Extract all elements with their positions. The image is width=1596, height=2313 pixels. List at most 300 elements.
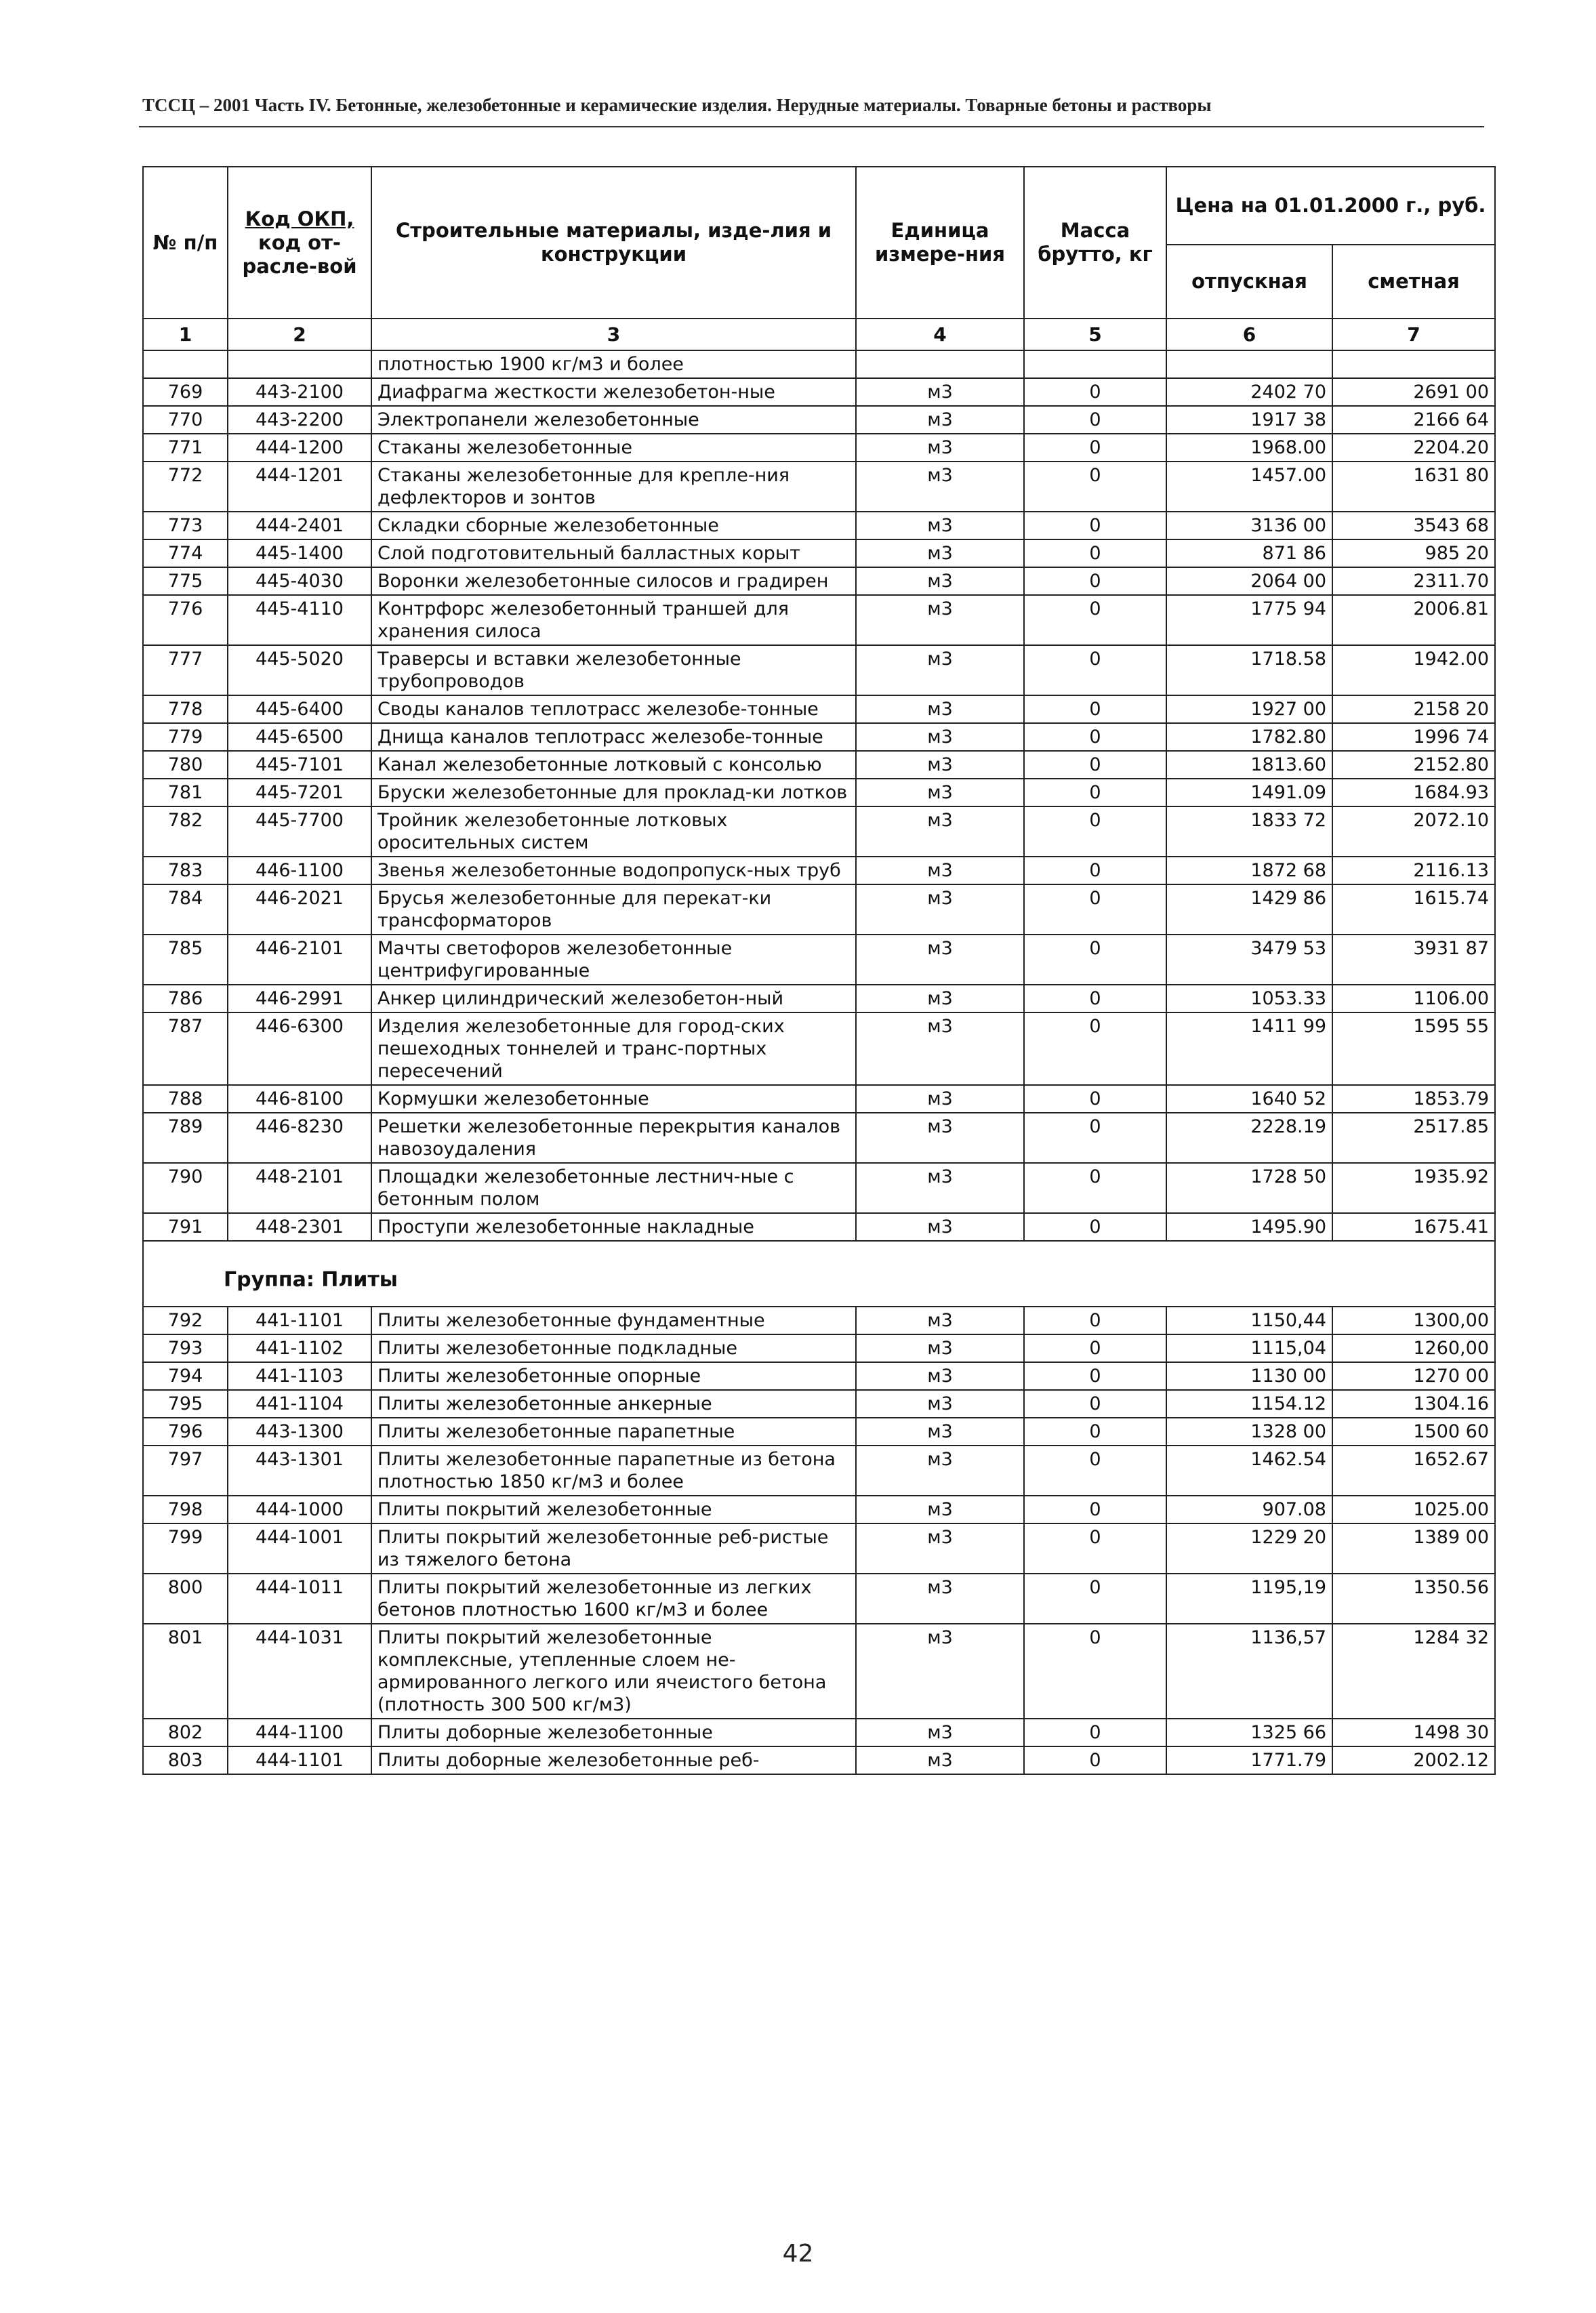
table-row — [143, 406, 1495, 434]
row-name: Бруски железобетонные для проклад-ки лотков — [371, 779, 856, 806]
row-number: 792 — [143, 1307, 228, 1334]
table-row — [143, 1334, 1495, 1362]
row-number: 769 — [143, 378, 228, 406]
row-price-release: 1429 86 — [1166, 884, 1332, 935]
row-code: 444-1100 — [228, 1719, 371, 1746]
row-price-release: 1053.33 — [1166, 985, 1332, 1012]
row-unit: м3 — [856, 751, 1024, 779]
row-name: Брусья железобетонные для перекат-ки трансформаторов — [371, 884, 856, 935]
table-row — [143, 595, 1495, 645]
row-mass: 0 — [1024, 751, 1166, 779]
row-price-release: 1491.09 — [1166, 779, 1332, 806]
row-price-release: 1462.54 — [1166, 1446, 1332, 1496]
price-table — [142, 166, 1496, 1775]
row-mass: 0 — [1024, 1624, 1166, 1719]
row-price-release: 1328 00 — [1166, 1418, 1332, 1446]
row-unit: м3 — [856, 1496, 1024, 1523]
row-code: 448-2101 — [228, 1163, 371, 1213]
continuation-text: плотностью 1900 кг/м3 и более — [371, 350, 856, 378]
row-price-estimate: 1025.00 — [1332, 1496, 1495, 1523]
row-number: 779 — [143, 723, 228, 751]
row-name: Плиты покрытий железобетонные из легких бетонов плотностью 1600 кг/м3 и более — [371, 1574, 856, 1624]
row-name: Анкер цилиндрический железобетон-ный — [371, 985, 856, 1012]
row-price-release: 1968.00 — [1166, 434, 1332, 462]
row-mass: 0 — [1024, 723, 1166, 751]
row-name: Контрфорс железобетонный траншей для хранения силоса — [371, 595, 856, 645]
table-row — [143, 1496, 1495, 1523]
row-price-estimate: 1652.67 — [1332, 1446, 1495, 1496]
row-mass: 0 — [1024, 779, 1166, 806]
row-price-release: 1782.80 — [1166, 723, 1332, 751]
row-code: 445-6500 — [228, 723, 371, 751]
row-name: Плиты покрытий железобетонные — [371, 1496, 856, 1523]
row-price-release: 1813.60 — [1166, 751, 1332, 779]
page-number: 42 — [782, 2240, 814, 2268]
row-name: Плиты покрытий железобетонные реб-ристые из тяжелого бетона — [371, 1523, 856, 1574]
row-number: 788 — [143, 1085, 228, 1113]
header-price-release: отпускная — [1166, 245, 1332, 319]
header-code — [228, 167, 371, 319]
row-number: 773 — [143, 512, 228, 539]
row-price-release: 1917 38 — [1166, 406, 1332, 434]
table-row — [143, 1574, 1495, 1624]
row-price-estimate: 1284 32 — [1332, 1624, 1495, 1719]
row-price-estimate: 2166 64 — [1332, 406, 1495, 434]
row-unit: м3 — [856, 1012, 1024, 1085]
row-mass: 0 — [1024, 1012, 1166, 1085]
row-price-estimate: 1615.74 — [1332, 884, 1495, 935]
column-numbers-row — [143, 319, 1495, 350]
row-code: 444-2401 — [228, 512, 371, 539]
table-row — [143, 806, 1495, 857]
row-name: Складки сборные железобетонные — [371, 512, 856, 539]
row-number: 784 — [143, 884, 228, 935]
row-number: 790 — [143, 1163, 228, 1213]
row-price-estimate: 1996 74 — [1332, 723, 1495, 751]
header-price-estimate: сметная — [1332, 245, 1495, 319]
table-row — [143, 1307, 1495, 1334]
row-number: 770 — [143, 406, 228, 434]
row-code: 441-1104 — [228, 1390, 371, 1418]
column-number: 3 — [371, 319, 856, 350]
row-unit: м3 — [856, 1574, 1024, 1624]
row-unit: м3 — [856, 595, 1024, 645]
row-price-release: 1771.79 — [1166, 1746, 1332, 1774]
row-price-estimate: 1500 60 — [1332, 1418, 1495, 1446]
header-rule — [139, 126, 1484, 127]
table-row — [143, 1418, 1495, 1446]
group-body — [143, 1241, 1495, 1774]
row-price-estimate: 1595 55 — [1332, 1012, 1495, 1085]
row-code: 444-1001 — [228, 1523, 371, 1574]
table-row — [143, 434, 1495, 462]
row-unit: м3 — [856, 1390, 1024, 1418]
row-number: 799 — [143, 1523, 228, 1574]
row-name: Плиты железобетонные парапетные — [371, 1418, 856, 1446]
row-unit: м3 — [856, 779, 1024, 806]
row-mass: 0 — [1024, 378, 1166, 406]
row-price-release: 1927 00 — [1166, 695, 1332, 723]
row-price-release: 1325 66 — [1166, 1719, 1332, 1746]
row-name: Решетки железобетонные перекрытия каналов навозоудаления — [371, 1113, 856, 1163]
row-price-release: 1229 20 — [1166, 1523, 1332, 1574]
row-name: Плиты железобетонные подкладные — [371, 1334, 856, 1362]
row-unit: м3 — [856, 1113, 1024, 1163]
table-row — [143, 1719, 1495, 1746]
row-unit: м3 — [856, 1213, 1024, 1241]
row-name: Плиты покрытий железобетонные комплексные, утепленные слоем не-армированного легкого или ячеистого бетона (плотность 300 500 кг/м3) — [371, 1624, 856, 1719]
row-price-estimate: 1260,00 — [1332, 1334, 1495, 1362]
row-name: Плиты доборные железобетонные — [371, 1719, 856, 1746]
row-mass: 0 — [1024, 1523, 1166, 1574]
row-number: 800 — [143, 1574, 228, 1624]
row-price-release: 1495.90 — [1166, 1213, 1332, 1241]
row-price-release: 1718.58 — [1166, 645, 1332, 695]
row-name: Площадки железобетонные лестнич-ные с бетонным полом — [371, 1163, 856, 1213]
row-number: 789 — [143, 1113, 228, 1163]
table-row — [143, 985, 1495, 1012]
row-number: 774 — [143, 539, 228, 567]
table-row — [143, 884, 1495, 935]
table-row — [143, 1085, 1495, 1113]
row-unit: м3 — [856, 1719, 1024, 1746]
row-price-release: 1154.12 — [1166, 1390, 1332, 1418]
row-unit: м3 — [856, 1418, 1024, 1446]
row-name: Тройник железобетонные лотковых оросительных систем — [371, 806, 856, 857]
row-unit: м3 — [856, 1624, 1024, 1719]
row-code: 446-2021 — [228, 884, 371, 935]
row-mass: 0 — [1024, 462, 1166, 512]
row-number: 777 — [143, 645, 228, 695]
table-row — [143, 1113, 1495, 1163]
row-price-estimate: 2116.13 — [1332, 857, 1495, 884]
table-row — [143, 539, 1495, 567]
row-unit: м3 — [856, 1523, 1024, 1574]
row-price-estimate: 1106.00 — [1332, 985, 1495, 1012]
table-row — [143, 751, 1495, 779]
row-unit: м3 — [856, 935, 1024, 985]
page-header: ТССЦ – 2001 Часть IV. Бетонные, железобетонные и керамические изделия. Нерудные материалы. Товарные бетоны и растворы — [142, 95, 1212, 115]
table-row — [143, 378, 1495, 406]
row-mass: 0 — [1024, 695, 1166, 723]
table-row — [143, 1746, 1495, 1774]
row-price-release: 1457.00 — [1166, 462, 1332, 512]
row-name: Звенья железобетонные водопропуск-ных труб — [371, 857, 856, 884]
row-name: Стаканы железобетонные для крепле-ния дефлекторов и зонтов — [371, 462, 856, 512]
row-price-estimate: 1304.16 — [1332, 1390, 1495, 1418]
row-code: 445-1400 — [228, 539, 371, 567]
row-price-estimate: 1853.79 — [1332, 1085, 1495, 1113]
row-name: Электропанели железобетонные — [371, 406, 856, 434]
row-name: Кормушки железобетонные — [371, 1085, 856, 1113]
row-price-release: 1150,44 — [1166, 1307, 1332, 1334]
row-code: 445-6400 — [228, 695, 371, 723]
row-mass: 0 — [1024, 1362, 1166, 1390]
row-unit: м3 — [856, 406, 1024, 434]
row-mass: 0 — [1024, 1085, 1166, 1113]
row-number: 781 — [143, 779, 228, 806]
table-row — [143, 779, 1495, 806]
row-code: 445-7700 — [228, 806, 371, 857]
row-name: Изделия железобетонные для город-ских пешеходных тоннелей и транс-портных пересечений — [371, 1012, 856, 1085]
row-price-estimate: 2517.85 — [1332, 1113, 1495, 1163]
row-price-estimate: 2072.10 — [1332, 806, 1495, 857]
row-number: 787 — [143, 1012, 228, 1085]
row-unit: м3 — [856, 1362, 1024, 1390]
header-price-group: Цена на 01.01.2000 г., руб. — [1166, 167, 1495, 245]
row-code: 445-4030 — [228, 567, 371, 595]
row-code: 443-2200 — [228, 406, 371, 434]
row-number: 786 — [143, 985, 228, 1012]
row-price-estimate: 1631 80 — [1332, 462, 1495, 512]
row-mass: 0 — [1024, 806, 1166, 857]
row-code: 444-1000 — [228, 1496, 371, 1523]
row-mass: 0 — [1024, 1213, 1166, 1241]
column-number: 2 — [228, 319, 371, 350]
row-mass: 0 — [1024, 595, 1166, 645]
row-price-estimate: 1942.00 — [1332, 645, 1495, 695]
row-number: 796 — [143, 1418, 228, 1446]
row-number: 793 — [143, 1334, 228, 1362]
table-row — [143, 1446, 1495, 1496]
row-code: 445-5020 — [228, 645, 371, 695]
row-code: 444-1101 — [228, 1746, 371, 1774]
header-name: Строительные материалы, изде-лия и конструкции — [371, 167, 856, 319]
row-price-release: 907.08 — [1166, 1496, 1332, 1523]
table-row — [143, 512, 1495, 539]
row-code: 446-1100 — [228, 857, 371, 884]
row-name: Мачты светофоров железобетонные центрифугированные — [371, 935, 856, 985]
row-price-estimate: 3543 68 — [1332, 512, 1495, 539]
row-number: 772 — [143, 462, 228, 512]
row-name: Плиты железобетонные анкерные — [371, 1390, 856, 1418]
row-name: Плиты железобетонные фундаментные — [371, 1307, 856, 1334]
row-price-release: 3479 53 — [1166, 935, 1332, 985]
row-price-estimate: 3931 87 — [1332, 935, 1495, 985]
row-price-release: 1136,57 — [1166, 1624, 1332, 1719]
row-number: 778 — [143, 695, 228, 723]
row-code: 444-1031 — [228, 1624, 371, 1719]
row-price-estimate: 1684.93 — [1332, 779, 1495, 806]
group-row — [143, 1241, 1495, 1307]
row-price-estimate: 1389 00 — [1332, 1523, 1495, 1574]
row-name: Слой подготовительный балластных корыт — [371, 539, 856, 567]
row-number: 794 — [143, 1362, 228, 1390]
row-mass: 0 — [1024, 1446, 1166, 1496]
column-number: 7 — [1332, 319, 1495, 350]
row-number: 782 — [143, 806, 228, 857]
row-code: 446-2101 — [228, 935, 371, 985]
row-code: 445-7101 — [228, 751, 371, 779]
column-number: 6 — [1166, 319, 1332, 350]
row-number: 797 — [143, 1446, 228, 1496]
row-name: Плиты железобетонные парапетные из бетона плотностью 1850 кг/м3 и более — [371, 1446, 856, 1496]
row-unit: м3 — [856, 567, 1024, 595]
row-code: 443-1300 — [228, 1418, 371, 1446]
header-unit: Единица измере-ния — [856, 167, 1024, 319]
row-price-estimate: 1935.92 — [1332, 1163, 1495, 1213]
row-unit: м3 — [856, 434, 1024, 462]
row-unit: м3 — [856, 806, 1024, 857]
row-price-estimate: 1300,00 — [1332, 1307, 1495, 1334]
row-code: 446-6300 — [228, 1012, 371, 1085]
row-mass: 0 — [1024, 1574, 1166, 1624]
row-price-release: 2228.19 — [1166, 1113, 1332, 1163]
row-price-release: 1728 50 — [1166, 1163, 1332, 1213]
row-unit: м3 — [856, 695, 1024, 723]
row-code: 446-8230 — [228, 1113, 371, 1163]
row-mass: 0 — [1024, 645, 1166, 695]
row-mass: 0 — [1024, 1496, 1166, 1523]
row-code: 445-4110 — [228, 595, 371, 645]
row-number: 791 — [143, 1213, 228, 1241]
row-price-estimate: 985 20 — [1332, 539, 1495, 567]
header-mass: Масса брутто, кг — [1024, 167, 1166, 319]
row-mass: 0 — [1024, 434, 1166, 462]
table-body — [143, 350, 1495, 1241]
row-unit: м3 — [856, 1085, 1024, 1113]
row-price-estimate: 2158 20 — [1332, 695, 1495, 723]
row-price-estimate: 2204.20 — [1332, 434, 1495, 462]
row-unit: м3 — [856, 645, 1024, 695]
row-price-estimate: 2002.12 — [1332, 1746, 1495, 1774]
table-row — [143, 935, 1495, 985]
row-price-release: 871 86 — [1166, 539, 1332, 567]
row-mass: 0 — [1024, 406, 1166, 434]
row-code: 441-1102 — [228, 1334, 371, 1362]
row-number: 798 — [143, 1496, 228, 1523]
table-row — [143, 1213, 1495, 1241]
row-name: Траверсы и вставки железобетонные трубопроводов — [371, 645, 856, 695]
row-code: 446-2991 — [228, 985, 371, 1012]
row-unit: м3 — [856, 462, 1024, 512]
row-code: 441-1103 — [228, 1362, 371, 1390]
row-unit: м3 — [856, 1163, 1024, 1213]
column-number: 5 — [1024, 319, 1166, 350]
row-code: 445-7201 — [228, 779, 371, 806]
row-name: Канал железобетонные лотковый с консолью — [371, 751, 856, 779]
row-number: 771 — [143, 434, 228, 462]
row-mass: 0 — [1024, 1719, 1166, 1746]
row-price-release: 1872 68 — [1166, 857, 1332, 884]
table-row — [143, 1523, 1495, 1574]
row-number: 803 — [143, 1746, 228, 1774]
row-name: Плиты доборные железобетонные реб- — [371, 1746, 856, 1774]
row-number: 783 — [143, 857, 228, 884]
row-price-release: 1130 00 — [1166, 1362, 1332, 1390]
table-row — [143, 1624, 1495, 1719]
row-code: 443-1301 — [228, 1446, 371, 1496]
column-number: 1 — [143, 319, 228, 350]
row-price-estimate: 2311.70 — [1332, 567, 1495, 595]
row-price-release: 1640 52 — [1166, 1085, 1332, 1113]
header-code-bottom: код от-расле-вой — [242, 230, 357, 278]
row-price-estimate: 2691 00 — [1332, 378, 1495, 406]
row-price-estimate: 1350.56 — [1332, 1574, 1495, 1624]
row-name: Днища каналов теплотрасс железобе-тонные — [371, 723, 856, 751]
row-name: Своды каналов теплотрасс железобе-тонные — [371, 695, 856, 723]
row-mass: 0 — [1024, 1334, 1166, 1362]
row-unit: м3 — [856, 1307, 1024, 1334]
column-number: 4 — [856, 319, 1024, 350]
row-price-release: 1115,04 — [1166, 1334, 1332, 1362]
row-code: 444-1011 — [228, 1574, 371, 1624]
row-price-estimate: 1270 00 — [1332, 1362, 1495, 1390]
table-row — [143, 1012, 1495, 1085]
row-price-release: 1411 99 — [1166, 1012, 1332, 1085]
row-unit: м3 — [856, 378, 1024, 406]
table-row — [143, 1362, 1495, 1390]
table-header-row — [143, 167, 1495, 245]
row-code: 444-1201 — [228, 462, 371, 512]
row-unit: м3 — [856, 857, 1024, 884]
row-mass: 0 — [1024, 884, 1166, 935]
table-row — [143, 723, 1495, 751]
row-name: Диафрагма жесткости железобетон-ные — [371, 378, 856, 406]
row-mass: 0 — [1024, 935, 1166, 985]
row-unit: м3 — [856, 539, 1024, 567]
row-mass: 0 — [1024, 1746, 1166, 1774]
table-row — [143, 1390, 1495, 1418]
row-price-release: 1833 72 — [1166, 806, 1332, 857]
row-code: 441-1101 — [228, 1307, 371, 1334]
table-row — [143, 645, 1495, 695]
row-name: Стаканы железобетонные — [371, 434, 856, 462]
row-code: 448-2301 — [228, 1213, 371, 1241]
row-mass: 0 — [1024, 1390, 1166, 1418]
row-price-estimate: 2006.81 — [1332, 595, 1495, 645]
group-title: Группа: Плиты — [143, 1241, 1495, 1307]
header-num: № п/п — [143, 167, 228, 319]
row-unit: м3 — [856, 1334, 1024, 1362]
row-price-release: 2064 00 — [1166, 567, 1332, 595]
header-code-top: Код ОКП, — [245, 207, 354, 230]
row-number: 801 — [143, 1624, 228, 1719]
row-unit: м3 — [856, 723, 1024, 751]
row-mass: 0 — [1024, 1307, 1166, 1334]
row-mass: 0 — [1024, 512, 1166, 539]
row-number: 795 — [143, 1390, 228, 1418]
row-unit: м3 — [856, 1746, 1024, 1774]
row-unit: м3 — [856, 884, 1024, 935]
row-name: Проступи железобетонные накладные — [371, 1213, 856, 1241]
row-number: 775 — [143, 567, 228, 595]
continuation-row — [143, 350, 1495, 378]
row-price-estimate: 1675.41 — [1332, 1213, 1495, 1241]
row-mass: 0 — [1024, 1418, 1166, 1446]
row-name: Плиты железобетонные опорные — [371, 1362, 856, 1390]
row-price-release: 1195,19 — [1166, 1574, 1332, 1624]
row-number: 785 — [143, 935, 228, 985]
row-price-release: 1775 94 — [1166, 595, 1332, 645]
row-price-estimate: 1498 30 — [1332, 1719, 1495, 1746]
row-mass: 0 — [1024, 1163, 1166, 1213]
row-mass: 0 — [1024, 985, 1166, 1012]
row-number: 802 — [143, 1719, 228, 1746]
row-number: 776 — [143, 595, 228, 645]
row-name: Воронки железобетонные силосов и градирен — [371, 567, 856, 595]
table-row — [143, 1163, 1495, 1213]
row-mass: 0 — [1024, 539, 1166, 567]
row-code: 446-8100 — [228, 1085, 371, 1113]
row-price-release: 2402 70 — [1166, 378, 1332, 406]
row-code: 443-2100 — [228, 378, 371, 406]
table-row — [143, 462, 1495, 512]
row-code: 444-1200 — [228, 434, 371, 462]
table-row — [143, 567, 1495, 595]
row-mass: 0 — [1024, 1113, 1166, 1163]
table-row — [143, 857, 1495, 884]
